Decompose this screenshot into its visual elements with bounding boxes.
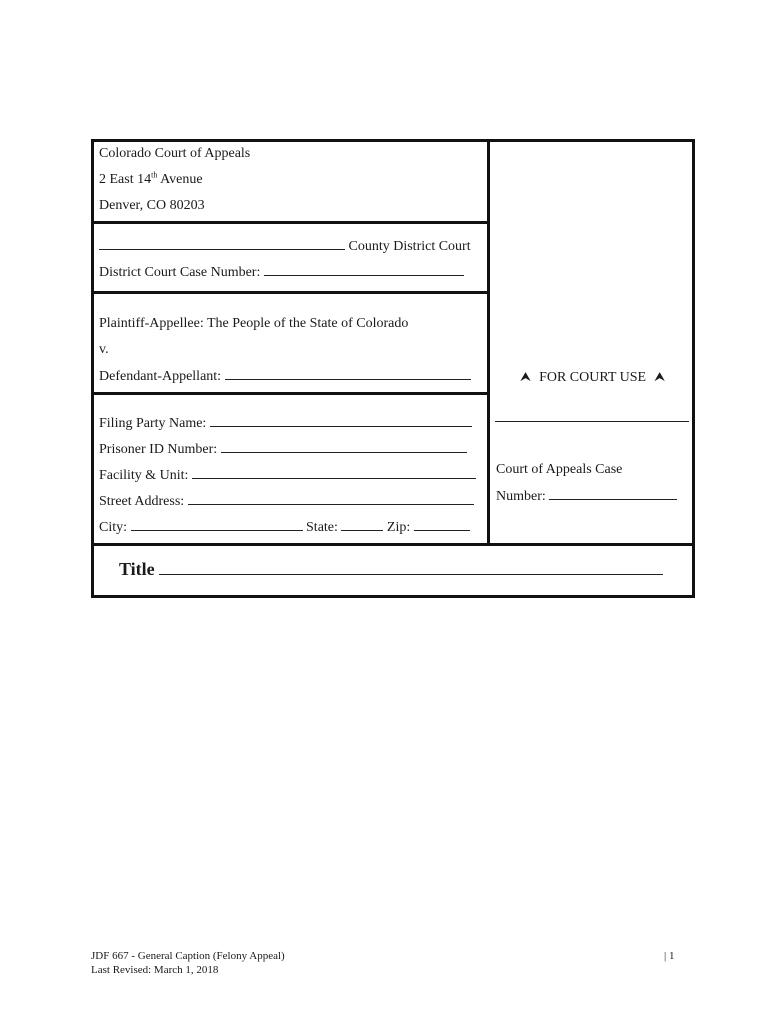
title-label: Title: [119, 559, 155, 579]
county-blank[interactable]: [99, 237, 345, 250]
up-arrowhead-icon: ⮝: [520, 370, 532, 385]
filing-name-label: Filing Party Name:: [99, 416, 207, 431]
divider-after-lower-court: [91, 291, 490, 294]
footer-revised-date: Last Revised: March 1, 2018: [91, 964, 219, 976]
plaintiff-line: Plaintiff-Appellee: The People of the State of Colorado: [99, 316, 409, 331]
street-blank[interactable]: [188, 492, 474, 505]
divider-after-parties: [91, 392, 490, 395]
zip-label: Zip:: [386, 520, 411, 535]
facility-label: Facility & Unit:: [99, 468, 189, 483]
court-city: Denver, CO 80203: [99, 198, 205, 213]
facility-blank[interactable]: [192, 466, 476, 479]
city-blank[interactable]: [131, 518, 303, 531]
district-case-line: [99, 263, 464, 281]
title-blank[interactable]: [159, 558, 663, 575]
divider-before-title: [91, 543, 695, 546]
district-case-label: District Court Case Number:: [99, 265, 261, 280]
for-court-use-text: FOR COURT USE: [539, 370, 647, 385]
street-label: Street Address:: [99, 494, 185, 509]
footer-form-info: [91, 949, 285, 977]
court-street: [99, 171, 203, 188]
court-street-number: 2 East 14: [99, 172, 152, 187]
footer-page-number: | 1: [664, 950, 675, 962]
footer-form-name: JDF 667 - General Caption (Felony Appeal): [91, 950, 285, 962]
caption-box: [91, 139, 695, 598]
defendant-blank[interactable]: [225, 367, 471, 380]
city-state-zip-line: [99, 518, 470, 536]
court-use-rule: [495, 421, 689, 422]
zip-blank[interactable]: [414, 518, 470, 531]
appeals-case-number-blank[interactable]: [549, 487, 677, 500]
defendant-label: Defendant-Appellant:: [99, 369, 222, 384]
up-arrowhead-icon: ⮝: [654, 370, 666, 385]
city-label: City:: [99, 520, 128, 535]
divider-after-court-address: [91, 221, 490, 224]
for-court-use-label: [512, 370, 673, 386]
filing-name-line: [99, 414, 472, 432]
facility-line: [99, 466, 476, 484]
title-line: [119, 558, 663, 580]
filing-name-blank[interactable]: [210, 414, 472, 427]
defendant-line: [99, 367, 471, 385]
prisoner-id-line: [99, 440, 467, 458]
county-line: [99, 237, 471, 255]
appeals-case-number-line: [496, 487, 677, 505]
court-name: Colorado Court of Appeals: [99, 146, 251, 161]
prisoner-id-blank[interactable]: [221, 440, 467, 453]
district-case-blank[interactable]: [264, 263, 464, 276]
court-street-suffix: th: [151, 170, 158, 180]
versus-line: v.: [99, 342, 109, 357]
county-label: County District Court: [348, 239, 471, 254]
state-label: State:: [306, 520, 338, 535]
state-blank[interactable]: [341, 518, 383, 531]
column-divider: [487, 139, 490, 546]
appeals-case-number-label: Number:: [496, 489, 546, 504]
street-line: [99, 492, 474, 510]
prisoner-id-label: Prisoner ID Number:: [99, 442, 218, 457]
appeals-case-label-line1: Court of Appeals Case: [496, 462, 623, 477]
court-street-name: Avenue: [157, 172, 203, 187]
